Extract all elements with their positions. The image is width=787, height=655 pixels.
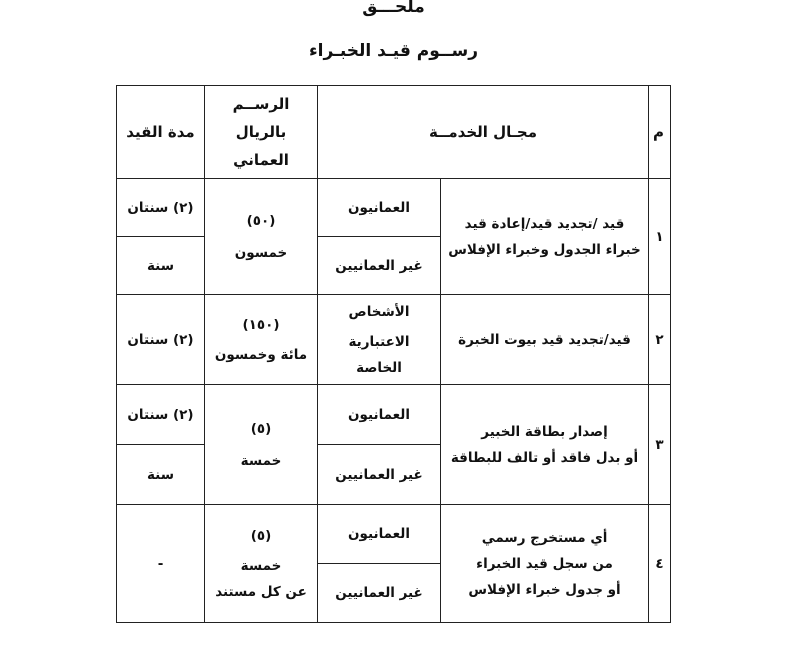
service-line: قيد /تجديد قيد/إعادة قيد bbox=[464, 215, 625, 232]
duration-omani: (٢) سنتان bbox=[117, 179, 205, 237]
fee-cell bbox=[205, 179, 318, 295]
fee-words: عن كل مستند bbox=[215, 583, 307, 600]
subcategory-non-omani: غير العمانيين bbox=[318, 564, 441, 623]
duration-omani: (٢) سنتان bbox=[117, 385, 205, 445]
fee-cell bbox=[205, 505, 318, 623]
fee-number: (٥) bbox=[250, 527, 272, 544]
header-fee-line2: بالريال العماني bbox=[233, 123, 289, 169]
service-field-cell: قيد/تجديد قيد بيوت الخبرة bbox=[441, 295, 649, 385]
row-index: ١ bbox=[649, 179, 671, 295]
fee-number: (٥٠) bbox=[246, 212, 276, 229]
fee-words: مائة وخمسون bbox=[214, 346, 308, 363]
subcategory-line: الأشخاص bbox=[348, 303, 410, 320]
subcategory-omani: العمانيون bbox=[318, 505, 441, 564]
service-field-cell bbox=[441, 385, 649, 505]
service-field-cell bbox=[441, 505, 649, 623]
row-index: ٢ bbox=[649, 295, 671, 385]
row-index: ٣ bbox=[649, 385, 671, 505]
table-row bbox=[117, 179, 671, 237]
fee-words: خمسة bbox=[240, 557, 282, 574]
table-row bbox=[117, 385, 671, 445]
header-fee bbox=[205, 86, 318, 179]
subcategory-non-omani: غير العمانيين bbox=[318, 237, 441, 295]
header-duration: مدة القيد bbox=[117, 86, 205, 179]
subcategory-cell bbox=[318, 295, 441, 385]
fee-cell bbox=[205, 385, 318, 505]
table-header-row bbox=[117, 86, 671, 179]
table-row bbox=[117, 295, 671, 385]
fee-cell bbox=[205, 295, 318, 385]
service-field-cell bbox=[441, 179, 649, 295]
subcategory-non-omani: غير العمانيين bbox=[318, 445, 441, 505]
row-index: ٤ bbox=[649, 505, 671, 623]
document-subtitle: رســوم قيـد الخبـراء bbox=[308, 41, 479, 61]
header-service-field: مجـال الخدمــة bbox=[318, 86, 649, 179]
service-line: أو جدول خبراء الإفلاس bbox=[468, 581, 621, 598]
header-index: م bbox=[649, 86, 671, 179]
service-line: من سجل قيد الخبراء bbox=[476, 555, 613, 572]
fee-number: (١٥٠) bbox=[242, 316, 280, 333]
duration-non-omani: سنة bbox=[117, 445, 205, 505]
fees-table bbox=[116, 85, 671, 623]
service-line: أو بدل فاقد أو تالف للبطاقة bbox=[450, 449, 639, 466]
fee-words: خمسون bbox=[234, 244, 288, 261]
fee-words: خمسة bbox=[240, 452, 282, 469]
subcategory-line: الاعتبارية الخاصة bbox=[348, 333, 410, 376]
subcategory-omani: العمانيون bbox=[318, 179, 441, 237]
duration-cell: - bbox=[117, 505, 205, 623]
header-fee-line1: الرســم bbox=[232, 95, 290, 113]
duration-cell: (٢) سنتان bbox=[117, 295, 205, 385]
service-line: خبراء الجدول وخبراء الإفلاس bbox=[448, 241, 641, 258]
service-line: إصدار بطاقة الخبير bbox=[481, 423, 608, 440]
subcategory-omani: العمانيون bbox=[318, 385, 441, 445]
duration-non-omani: سنة bbox=[117, 237, 205, 295]
document-title: ملحـــق bbox=[362, 0, 425, 17]
table-row bbox=[117, 505, 671, 564]
fee-number: (٥) bbox=[250, 420, 272, 437]
service-line: أي مستخرج رسمي bbox=[481, 529, 608, 546]
